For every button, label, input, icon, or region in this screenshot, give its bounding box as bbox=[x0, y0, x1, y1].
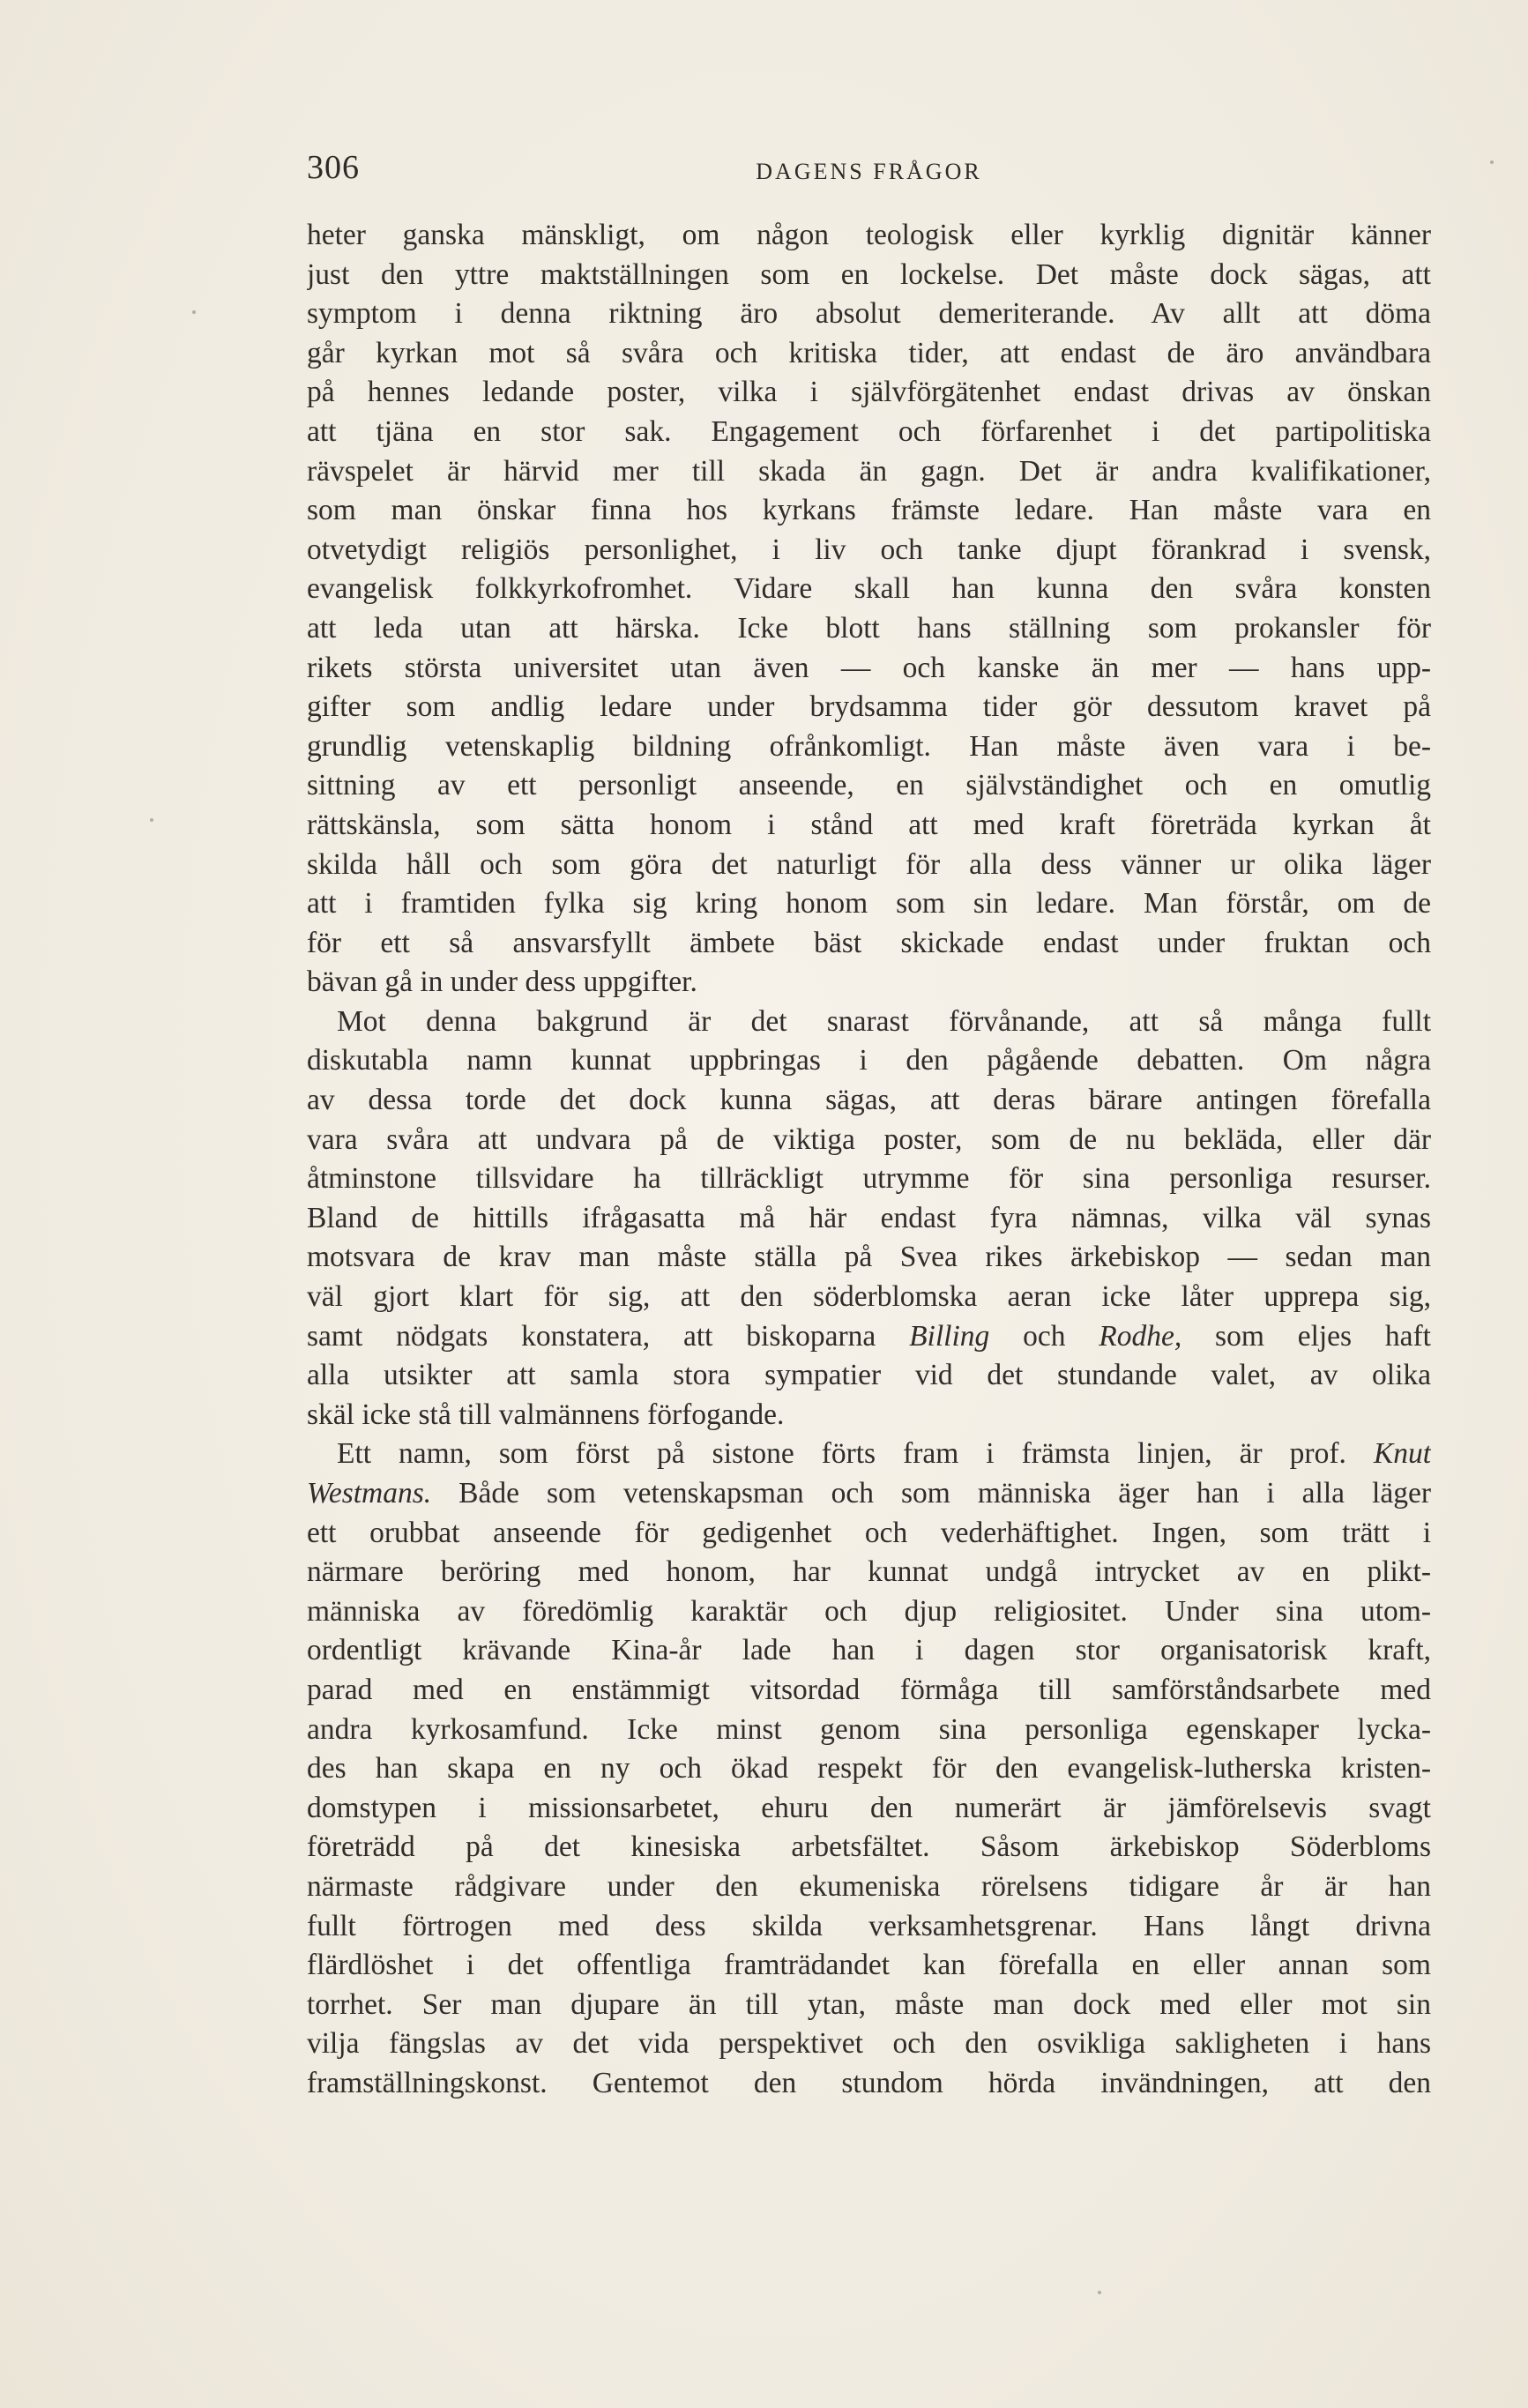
italic-name: Knut bbox=[1373, 1437, 1431, 1471]
text-line: samt nödgats konstatera, att biskoparna Billing och Rodhe, som eljes haft bbox=[307, 1319, 1431, 1353]
text-line: gifter som andlig ledare under brydsamma tider gör dessutom kravet på bbox=[307, 690, 1431, 724]
text-line: Westmans. Både som vetenskapsman och som människa äger han i alla läger bbox=[307, 1477, 1431, 1510]
page-header bbox=[307, 148, 1431, 201]
text-line: vara svåra att undvara på de viktiga poster, som de nu bekläda, eller där bbox=[307, 1122, 1431, 1156]
text-line: går kyrkan mot så svåra och kritiska tider, att endast de äro användbara bbox=[307, 336, 1431, 369]
paper-speck bbox=[192, 310, 196, 314]
paper-speck bbox=[1098, 2291, 1101, 2294]
text-line: på hennes ledande poster, vilka i självförgätenhet endast drivas av önskan bbox=[307, 376, 1431, 409]
text-line: grundlig vetenskaplig bildning ofrånkomligt. Han måste även vara i be- bbox=[307, 729, 1431, 763]
text-line: domstypen i missionsarbetet, ehuru den numerärt är jämförelsevis svagt bbox=[307, 1791, 1431, 1824]
text-line: närmaste rådgivare under den ekumeniska rörelsens tidigare år är han bbox=[307, 1869, 1431, 1903]
page-number: 306 bbox=[307, 149, 360, 186]
text-line: fullt förtrogen med dess skilda verksamhetsgrenar. Hans långt drivna bbox=[307, 1909, 1431, 1942]
text-line: för ett så ansvarsfyllt ämbete bäst skickade endast under fruktan och bbox=[307, 926, 1431, 959]
text-line: av dessa torde det dock kunna sägas, att deras bärare antingen förefalla bbox=[307, 1084, 1431, 1117]
text-line: åtminstone tillsvidare ha tillräckligt utrymme för sina personliga resurser. bbox=[307, 1162, 1431, 1196]
text-line: bävan gå in under dess uppgifter. bbox=[307, 965, 697, 999]
text-line: människa av föredömlig karaktär och djup religiositet. Under sina utom- bbox=[307, 1594, 1431, 1628]
text-line: diskutabla namn kunnat uppbringas i den pågående debatten. Om några bbox=[307, 1044, 1431, 1077]
text-line: symptom i denna riktning äro absolut demeriterande. Av allt att döma bbox=[307, 297, 1431, 331]
text-line: alla utsikter att samla stora sympatier vid det stundande valet, av olika bbox=[307, 1359, 1431, 1392]
text-line: väl gjort klart för sig, att den söderblomska aeran icke låter upprepa sig, bbox=[307, 1280, 1431, 1314]
text-line: Mot denna bakgrund är det snarast förvånande, att så många fullt bbox=[337, 1004, 1431, 1038]
text-line: som man önskar finna hos kyrkans främste ledare. Han måste vara en bbox=[307, 494, 1431, 527]
text-line: företrädd på det kinesiska arbetsfältet. Såsom ärkebiskop Söderbloms bbox=[307, 1830, 1431, 1864]
text-line: des han skapa en ny och ökad respekt för den evangelisk-lutherska kristen- bbox=[307, 1752, 1431, 1785]
text-line: torrhet. Ser man djupare än till ytan, måste man dock med eller mot sin bbox=[307, 1987, 1431, 2021]
text-line: skilda håll och som göra det naturligt för alla dess vänner ur olika läger bbox=[307, 847, 1431, 881]
text-line: just den yttre maktställningen som en lockelse. Det måste dock sägas, att bbox=[307, 257, 1431, 291]
text-line: vilja fängslas av det vida perspektivet och den osvikliga sakligheten i hans bbox=[307, 2027, 1431, 2061]
text-line: Ett namn, som först på sistone förts fram i främsta linjen, är prof. Knut bbox=[337, 1437, 1431, 1471]
text-line: rävspelet är härvid mer till skada än gagn. Det är andra kvalifikationer, bbox=[307, 454, 1431, 488]
text-line: heter ganska mänskligt, om någon teologisk eller kyrklig dignitär känner bbox=[307, 219, 1431, 251]
text-line: att tjäna en stor sak. Engagement och förfarenhet i det partipolitiska bbox=[307, 414, 1431, 448]
italic-name: Billing bbox=[909, 1319, 990, 1353]
text-line: evangelisk folkkyrkofromhet. Vidare skall han kunna den svåra konsten bbox=[307, 572, 1431, 606]
text-line: att i framtiden fylka sig kring honom som sin ledare. Man förstår, om de bbox=[307, 887, 1431, 921]
text-line: motsvara de krav man måste ställa på Svea rikes ärkebiskop — sedan man bbox=[307, 1241, 1431, 1274]
body-text bbox=[307, 216, 1431, 2104]
text-line: sittning av ett personligt anseende, en självständighet och en omutlig bbox=[307, 769, 1431, 802]
text-line: otvetydigt religiös personlighet, i liv och tanke djupt förankrad i svensk, bbox=[307, 533, 1431, 566]
text-line: ordentligt krävande Kina-år lade han i dagen stor organisatorisk kraft, bbox=[307, 1634, 1431, 1667]
text-line: flärdlöshet i det offentliga framträdandet kan förefalla en eller annan som bbox=[307, 1949, 1431, 1982]
text-line: Bland de hittills ifrågasatta må här endast fyra nämnas, vilka väl synas bbox=[307, 1201, 1431, 1234]
text-line: att leda utan att härska. Icke blott hans ställning som prokansler för bbox=[307, 611, 1431, 645]
text-line: ett orubbat anseende för gedigenhet och vederhäftighet. Ingen, som trätt i bbox=[307, 1516, 1431, 1549]
running-title: DAGENS FRÅGOR bbox=[756, 159, 982, 184]
text-line: skäl icke stå till valmännens förfogande. bbox=[307, 1398, 785, 1431]
italic-name: Rodhe, bbox=[1099, 1319, 1182, 1353]
text-line: närmare beröring med honom, har kunnat undgå intrycket av en plikt- bbox=[307, 1555, 1431, 1589]
italic-name: Westmans. bbox=[307, 1477, 432, 1510]
text-line: rättskänsla, som sätta honom i stånd att med kraft företräda kyrkan åt bbox=[307, 808, 1431, 841]
text-line: andra kyrkosamfund. Icke minst genom sina personliga egenskaper lycka- bbox=[307, 1712, 1431, 1746]
paper-speck bbox=[1490, 160, 1494, 164]
text-line: parad med en enstämmigt vitsordad förmåga till samförståndsarbete med bbox=[307, 1673, 1431, 1706]
text-line: rikets största universitet utan även — och kanske än mer — hans upp- bbox=[307, 651, 1431, 684]
paper-speck bbox=[150, 818, 153, 822]
text-line: framställningskonst. Gentemot den stundom hörda invändningen, att den bbox=[307, 2066, 1431, 2099]
